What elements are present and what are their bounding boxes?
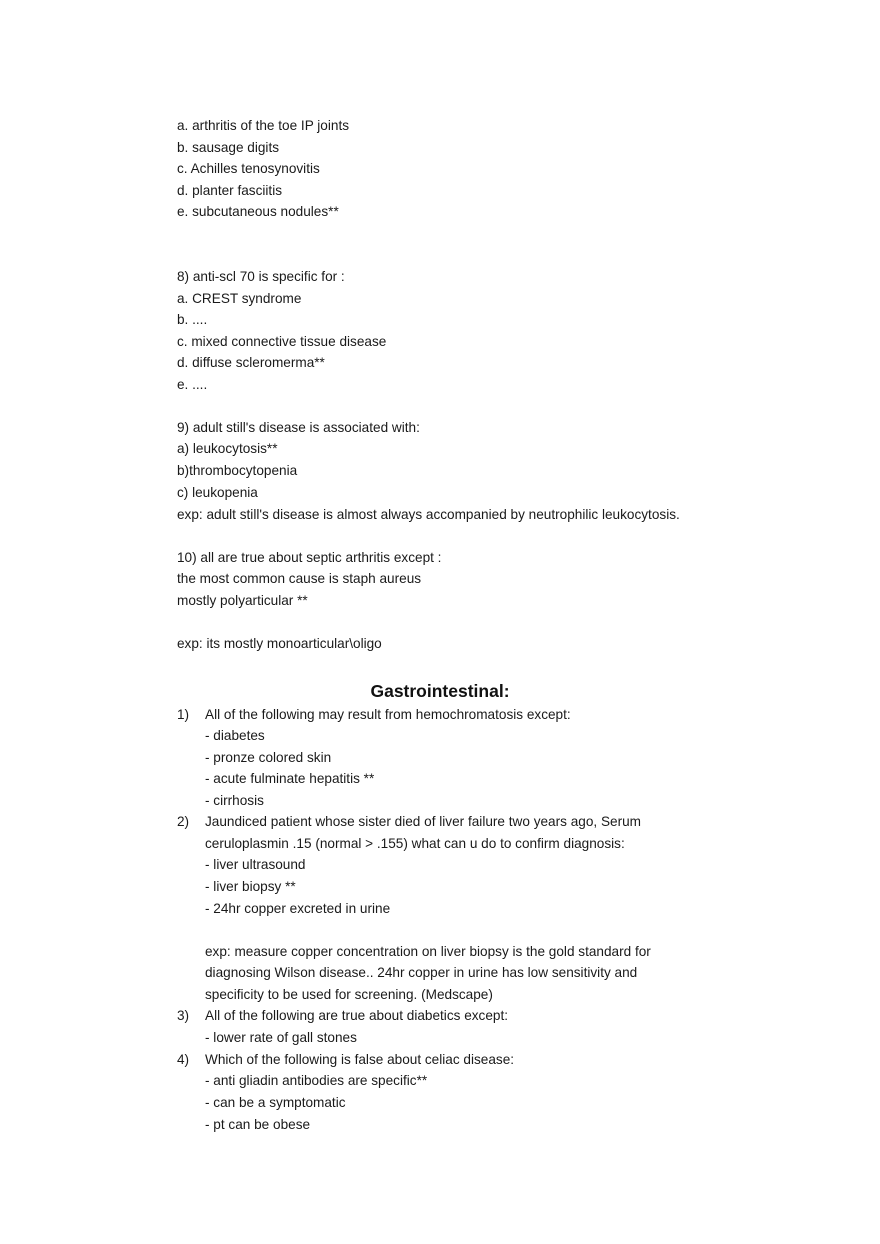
gi-q1-stem: All of the following may result from hemochromatosis except: [205, 707, 571, 722]
q8-stem: 8) anti-scl 70 is specific for : [177, 269, 345, 284]
gi-q2-explanation-line-3: specificity to be used for screening. (Medscape) [205, 987, 493, 1002]
gi-q2-stem-line-1: Jaundiced patient whose sister died of liver failure two years ago, Serum [205, 814, 641, 829]
gi-q2-number: 2) [177, 814, 190, 829]
q8-option-c: c. mixed connective tissue disease [177, 334, 387, 349]
gi-q4-stem: Which of the following is false about celiac disease: [205, 1052, 515, 1067]
gi-q1-option-4: - cirrhosis [205, 793, 264, 808]
gi-q2-explanation-line-2: diagnosing Wilson disease.. 24hr copper in urine has low sensitivity and [205, 965, 638, 980]
section-heading-gastrointestinal: Gastrointestinal: [370, 681, 510, 701]
gi-q4-number: 4) [177, 1052, 190, 1067]
q7-option-d: d. planter fasciitis [177, 183, 283, 198]
gi-q1-option-2: - pronze colored skin [205, 750, 332, 765]
gi-q3-option-1: - lower rate of gall stones [205, 1030, 357, 1045]
gi-q4-option-2: - can be a symptomatic [205, 1095, 346, 1110]
q9-explanation: exp: adult still's disease is almost always accompanied by neutrophilic leukocytosis. [177, 507, 680, 522]
gi-q4-option-1: - anti gliadin antibodies are specific** [205, 1073, 428, 1088]
q10-option-1: the most common cause is staph aureus [177, 571, 422, 586]
gi-q2-stem-line-2: ceruloplasmin .15 (normal > .155) what can u do to confirm diagnosis: [205, 836, 625, 851]
gi-q2-option-1: - liver ultrasound [205, 857, 306, 872]
q7-option-a: a. arthritis of the toe IP joints [177, 118, 350, 133]
gi-q2-explanation-line-1: exp: measure copper concentration on liver biopsy is the gold standard for [205, 944, 651, 959]
q8-option-a: a. CREST syndrome [177, 291, 302, 306]
gi-q3-number: 3) [177, 1008, 190, 1023]
q9-option-b: b)thrombocytopenia [177, 463, 298, 478]
q9-option-a: a) leukocytosis** [177, 441, 278, 456]
q9-stem: 9) adult still's disease is associated with: [177, 420, 420, 435]
q7-option-b: b. sausage digits [177, 140, 280, 155]
q8-option-e: e. .... [177, 377, 208, 392]
gi-q2-option-2: - liver biopsy ** [205, 879, 296, 894]
gi-q1-option-3: - acute fulminate hepatitis ** [205, 771, 375, 786]
q10-stem: 10) all are true about septic arthritis except : [177, 550, 442, 565]
q7-option-c: c. Achilles tenosynovitis [177, 161, 320, 176]
q8-option-d: d. diffuse scleromerma** [177, 355, 325, 370]
gi-q2-option-3: - 24hr copper excreted in urine [205, 901, 391, 916]
q10-explanation: exp: its mostly monoarticular\oligo [177, 636, 382, 651]
q9-option-c: c) leukopenia [177, 485, 258, 500]
gi-q1-option-1: - diabetes [205, 728, 265, 743]
gi-q4-option-3: - pt can be obese [205, 1117, 311, 1132]
gi-q1-number: 1) [177, 707, 190, 722]
q8-option-b: b. .... [177, 312, 208, 327]
gi-q3-stem: All of the following are true about diabetics except: [205, 1008, 509, 1023]
q10-option-2: mostly polyarticular ** [177, 593, 308, 608]
q7-option-e: e. subcutaneous nodules** [177, 204, 339, 219]
